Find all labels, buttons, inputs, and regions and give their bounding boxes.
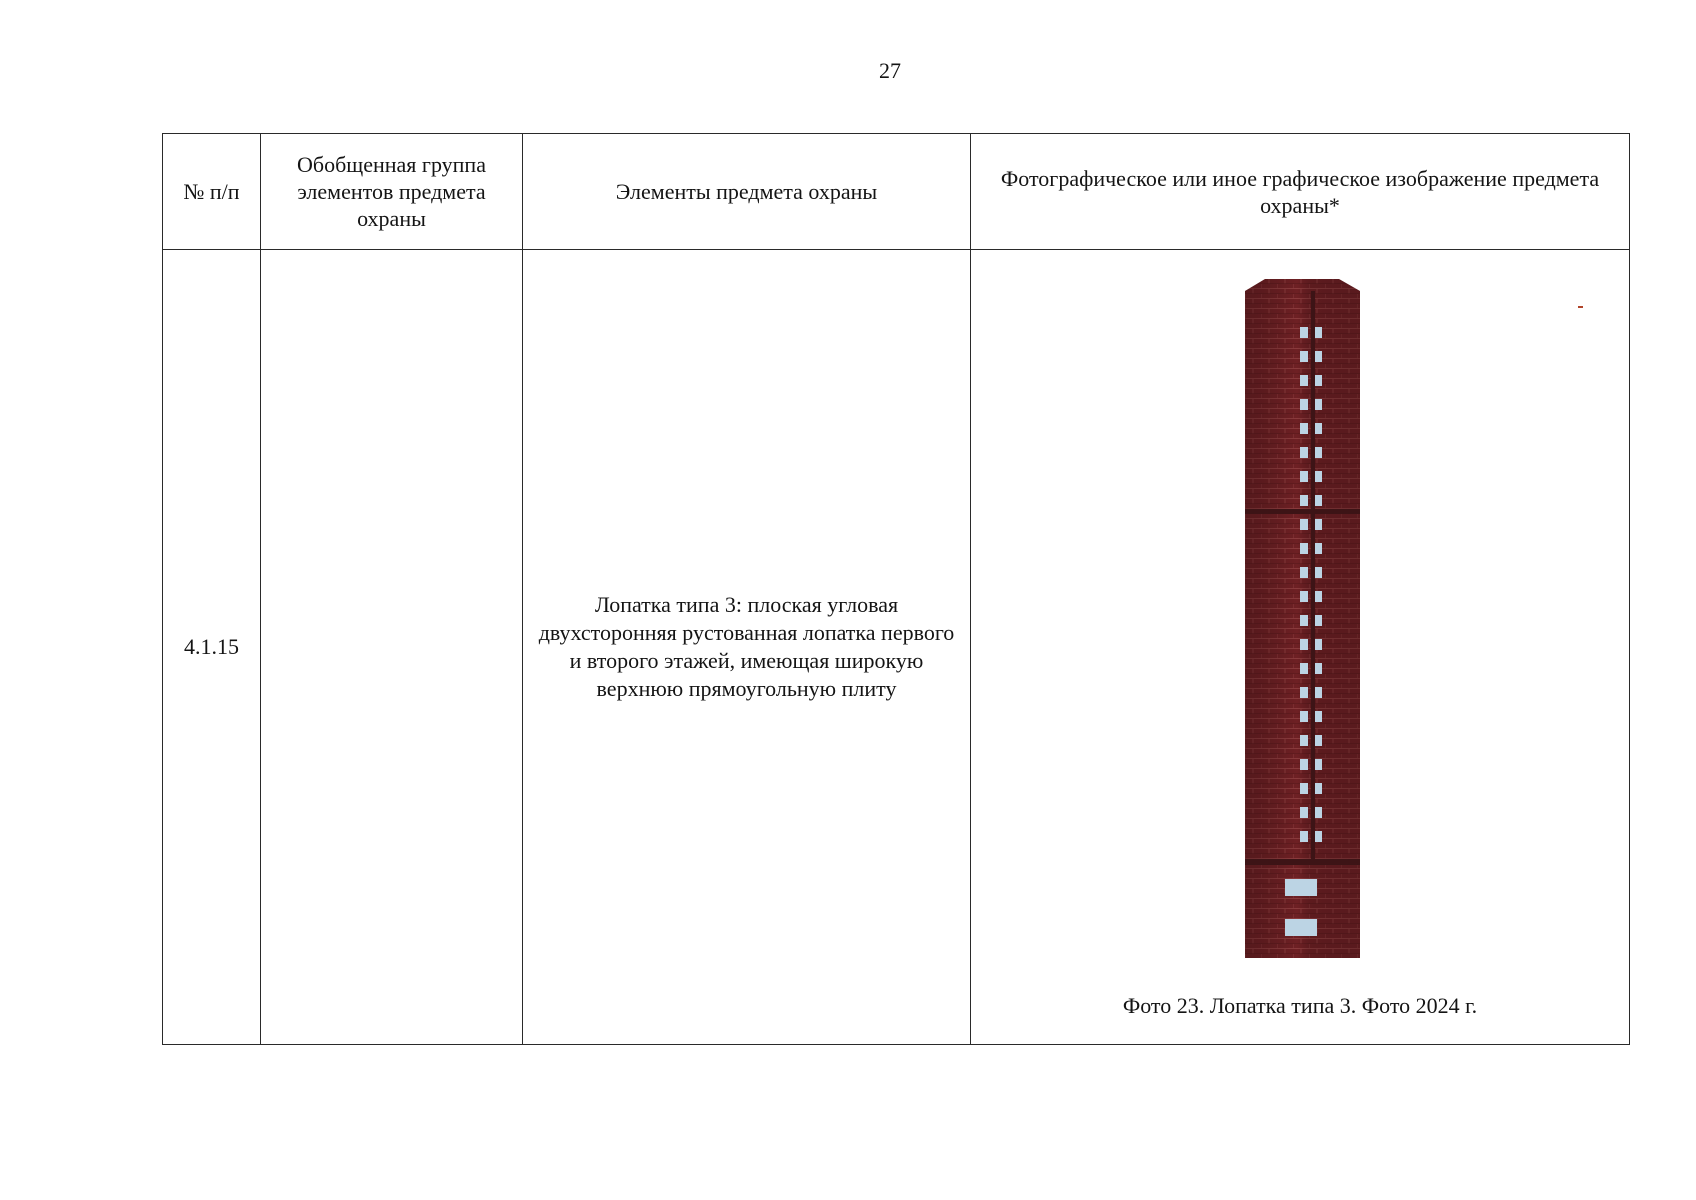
window-pane (1315, 543, 1322, 554)
window-pane (1315, 399, 1322, 410)
window-pane (1300, 471, 1308, 482)
window-pane (1315, 687, 1322, 698)
window-pane (1315, 591, 1322, 602)
window-pane (1315, 639, 1322, 650)
window-pane (1300, 783, 1308, 794)
window-pane (1315, 351, 1322, 362)
window-pane (1300, 615, 1308, 626)
window-pane (1300, 567, 1308, 578)
window-pane (1315, 471, 1322, 482)
photo-caption: Фото 23. Лопатка типа 3. Фото 2024 г. (1122, 993, 1478, 1018)
page-number: 27 (879, 58, 901, 83)
lower-window (1285, 919, 1317, 936)
header-number: № п/п (163, 134, 261, 250)
window-pane (1300, 663, 1308, 674)
window-pane (1300, 351, 1308, 362)
window-pane (1315, 519, 1322, 530)
row-number: 4.1.15 (163, 250, 261, 1045)
window-pane (1315, 567, 1322, 578)
window-pane (1300, 735, 1308, 746)
window-pane (1315, 423, 1322, 434)
window-pane (1300, 759, 1308, 770)
window-pane (1315, 759, 1322, 770)
row-photo-cell (971, 250, 1630, 1045)
window-pane (1300, 495, 1308, 506)
window-pane (1300, 327, 1308, 338)
window-pane (1300, 711, 1308, 722)
cornice-band (1245, 509, 1360, 514)
header-elements: Элементы предмета охраны (523, 134, 971, 250)
header-photo: Фотографическое или иное графическое изображение предмета охраны* (971, 134, 1630, 250)
window-pane (1315, 711, 1322, 722)
pilaster-image (1245, 279, 1360, 958)
window-pane (1300, 399, 1308, 410)
drainpipe (1311, 291, 1315, 861)
window-pane (1300, 519, 1308, 530)
window-pane (1315, 831, 1322, 842)
scan-speck (1578, 306, 1583, 308)
window-pane (1315, 807, 1322, 818)
table-header-row (163, 134, 1630, 250)
window-pane (1300, 687, 1308, 698)
window-pane (1300, 591, 1308, 602)
base-band (1245, 859, 1360, 865)
window-pane (1300, 375, 1308, 386)
brick-pilaster-photo (1245, 279, 1360, 958)
row-group (261, 250, 523, 1045)
table-row (163, 250, 1630, 1045)
window-pane (1315, 615, 1322, 626)
window-pane (1315, 663, 1322, 674)
window-pane (1300, 447, 1308, 458)
window-pane (1300, 807, 1308, 818)
window-pane (1315, 783, 1322, 794)
window-pane (1300, 831, 1308, 842)
header-group: Обобщенная группа элементов предмета охраны (261, 134, 523, 250)
row-element-description: Лопатка типа 3: плоская угловая двухсторонняя рустованная лопатка первого и второго этажей, имеющая широкую верхнюю прямоугольную плиту (523, 250, 971, 1045)
protection-elements-table (162, 133, 1630, 1045)
window-pane (1315, 327, 1322, 338)
lower-window (1285, 879, 1317, 896)
window-pane (1315, 495, 1322, 506)
window-pane (1300, 639, 1308, 650)
window-pane (1315, 447, 1322, 458)
window-pane (1300, 423, 1308, 434)
window-pane (1315, 735, 1322, 746)
window-pane (1315, 375, 1322, 386)
window-pane (1300, 543, 1308, 554)
